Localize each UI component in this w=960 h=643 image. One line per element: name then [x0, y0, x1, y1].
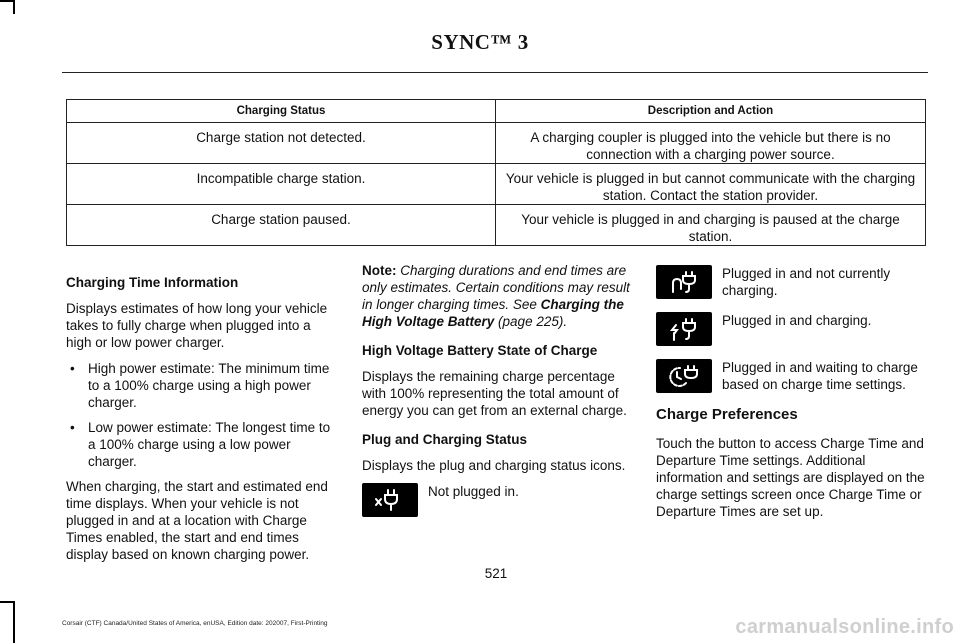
section-heading: Plug and Charging Status — [362, 432, 528, 447]
plug-timer-icon — [656, 359, 712, 393]
paragraph: Displays the remaining charge percentage with 100% representing the total amount of energy you can get from an external charge. — [362, 369, 627, 418]
icon-row — [656, 312, 928, 346]
crop-mark — [0, 0, 14, 2]
column-header: Description and Action — [496, 100, 926, 123]
list-item-text: High power estimate: The minimum time to a 100% charge using a high power charger. — [88, 361, 330, 410]
description-cell: A charging coupler is plugged into the vehicle but there is no connection with a charging power source. — [496, 123, 926, 164]
list-item — [66, 360, 338, 411]
bullet-marker: • — [70, 420, 75, 435]
status-cell: Incompatible charge station. — [67, 164, 496, 205]
bullet-list — [66, 360, 338, 470]
paragraph: When charging, the start and estimated end time displays. When your vehicle is not plugged in and at a location with Charge Times enabled, the start and end times display based on known charging power. — [66, 479, 328, 562]
paragraph: Displays estimates of how long your vehicle takes to fully charge when plugged into a high or low power charger. — [66, 301, 328, 350]
status-cell: Charge station paused. — [67, 205, 496, 246]
icon-description: Plugged in and waiting to charge based on charge time settings. — [722, 360, 918, 392]
header-divider — [62, 72, 928, 73]
crop-mark — [13, 0, 15, 14]
note-paragraph — [362, 262, 632, 330]
column-right — [656, 265, 928, 529]
footer-edition-text: Corsair (CTF) Canada/United States of America, enUSA, Edition date: 202007, First-Printing — [62, 620, 328, 627]
icon-description: Plugged in and charging. — [722, 313, 872, 328]
plug-unplugged-icon — [362, 483, 418, 517]
table-row — [67, 205, 926, 246]
table-header-row — [67, 100, 926, 123]
watermark: carmanualsonline.info — [735, 616, 954, 638]
icon-description: Plugged in and not currently charging. — [722, 266, 891, 298]
status-cell: Charge station not detected. — [67, 123, 496, 164]
icon-row — [362, 483, 632, 517]
note-label: Note: — [362, 263, 397, 278]
icon-row — [656, 265, 928, 299]
section-heading: Charging Time Information — [66, 275, 239, 290]
page-number: 521 — [484, 566, 508, 581]
column-left — [66, 274, 338, 572]
plug-charging-icon — [656, 312, 712, 346]
description-cell: Your vehicle is plugged in but cannot communicate with the charging station. Contact the station provider. — [496, 164, 926, 205]
charging-status-table — [66, 99, 926, 246]
note-text: Charging durations and end times are only estimates. Certain conditions may result in longer charging times. See — [362, 263, 630, 312]
icon-description: Not plugged in. — [428, 484, 519, 499]
list-item — [66, 419, 338, 470]
bullet-marker: • — [70, 361, 75, 376]
crop-mark — [13, 601, 15, 643]
page-header-title: SYNC™ 3 — [431, 30, 529, 54]
paragraph: Touch the button to access Charge Time and Departure Time settings. Additional information and settings are displayed on the charge settings screen once Charge Time or Departure Times are set up. — [656, 436, 925, 519]
paragraph: Displays the plug and charging status icons. — [362, 458, 626, 473]
table-row — [67, 164, 926, 205]
column-middle — [362, 262, 632, 530]
plug-connected-icon — [656, 265, 712, 299]
section-heading: Charge Preferences — [656, 406, 798, 423]
section-heading: High Voltage Battery State of Charge — [362, 343, 598, 358]
list-item-text: Low power estimate: The longest time to a 100% charge using a low power charger. — [88, 420, 331, 469]
description-cell: Your vehicle is plugged in and charging is paused at the charge station. — [496, 205, 926, 246]
icon-row — [656, 359, 928, 393]
table-row — [67, 123, 926, 164]
page-reference: (page 225). — [498, 314, 568, 329]
column-header: Charging Status — [67, 100, 496, 123]
crop-mark — [0, 601, 14, 603]
cross-reference-link[interactable]: Charging the High Voltage Battery — [362, 297, 624, 329]
